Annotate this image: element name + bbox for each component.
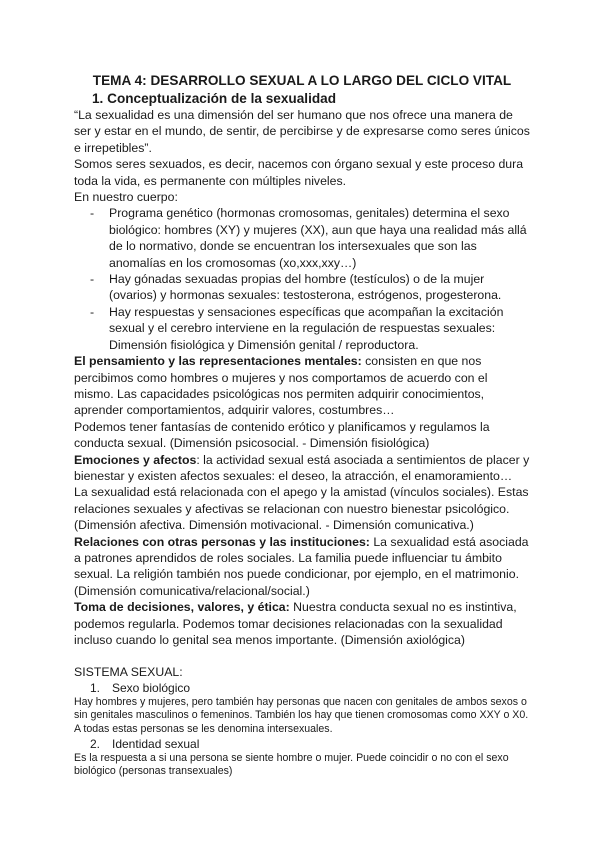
section-title: Conceptualización de la sexualidad [107, 91, 337, 106]
relaciones-bold: Relaciones con otras personas y las instituciones: [74, 534, 370, 549]
item-number: 2. [90, 736, 101, 751]
sistema-item-heading [90, 737, 530, 752]
list-item-text: Hay respuestas y sensaciones específicas que acompañan la excitación sexual y el cerebro interviene en la regulación de respuestas sexuales: Dimensión fisiológica y Dimensión genital / reproductora. [109, 304, 504, 352]
quote-paragraph: “La sexualidad es una dimensión del ser humano que nos ofrece una manera de ser y estar en el mundo, de sentir, de percibirse y de expresarse como seres únicos e irrepetibles”. [74, 108, 530, 155]
item-label: Identidad sexual [112, 736, 200, 751]
toma-bold: Toma de decisiones, valores, y ética: [74, 600, 290, 615]
item-number: 1. [90, 680, 101, 695]
sistema-item-text: Hay hombres y mujeres, pero también hay personas que nacen con genitales de ambos sexos o sin genitales masculinos o femeninos. También los hay que tienen cromosomas como XXY o X0. A todas estas personas se les denomina intersexuales. [74, 695, 529, 735]
list-item-text: Programa genético (hormonas cromosomas, genitales) determina el sexo biológico: hombres (XY) y mujeres (XX), aun que haya una realidad más allá de lo normativo, donde se encuentran los intersexuales que son las anomalías en los cromosomas (xo,xxx,xxy…) [109, 206, 527, 270]
emociones-text: : la actividad sexual está asociada a sentimientos de placer y bienestar y existen afectos sexuales: el deseo, la atracción, el enamoramiento… [74, 452, 530, 483]
seres-sexuados-paragraph: Somos seres sexuados, es decir, nacemos con órgano sexual y este proceso dura toda la vida, es permanente con múltiples niveles. [74, 157, 524, 188]
item-label: Sexo biológico [112, 680, 191, 695]
emociones-bold: Emociones y afectos [74, 452, 197, 467]
fantasias-paragraph: Podemos tener fantasías de contenido erótico y planificamos y regulamos la conducta sexual. (Dimensión psicosocial. - Dimensión fisiológica) [74, 419, 490, 451]
list-item-text: Hay gónadas sexuadas propias del hombre (testículos) o de la mujer (ovarios) y hormonas sexuales: testosterona, estrógenos, progesterona. [109, 272, 502, 303]
list-item [74, 205, 530, 271]
pensamiento-text: consisten en que nos percibimos como hombres o mujeres y nos comportamos de acuerdo con el mismo. Las capacidades psicológicas nos permiten adquirir conocimientos, aprender comportamientos, adquirir valores, costumbres… [74, 354, 488, 418]
section-number: 1. [92, 91, 104, 106]
section-heading [92, 90, 530, 107]
dash-bullet: - [90, 206, 95, 221]
emociones-paragraph [74, 452, 530, 485]
pensamiento-bold: El pensamiento y las representaciones mentales: [74, 354, 362, 369]
cuerpo-intro: En nuestro cuerpo: [74, 190, 178, 205]
body-list [74, 205, 530, 353]
list-item [74, 271, 530, 304]
list-item [74, 304, 530, 353]
toma-paragraph [74, 599, 530, 648]
document-title: TEMA 4: DESARROLLO SEXUAL A LO LARGO DEL CICLO VITAL [92, 73, 512, 88]
toma-text: Nuestra conducta sexual no es instintiva, podemos regularla. Podemos tomar decisiones relacionadas con la sexualidad incluso cuando lo genital sea menos importante. (Dimensión axiológica) [74, 600, 517, 647]
sistema-item-text: Es la respuesta a si una persona se siente hombre o mujer. Puede coincidir o no con el sexo biológico (personas transexuales) [74, 751, 509, 778]
dash-bullet: - [90, 272, 95, 287]
relaciones-text: La sexualidad está asociada a patrones aprendidos de roles sociales. La familia puede influenciar tu ámbito sexual. La religión también nos puede condicionar, por ejemplo, en el matrimonio. (Dimensión comunicativa/relacional/social.) [74, 534, 529, 598]
sistema-heading: SISTEMA SEXUAL: [74, 665, 183, 680]
relaciones-paragraph [74, 534, 530, 600]
pensamiento-paragraph [74, 353, 530, 419]
apego-paragraph: La sexualidad está relacionada con el apego y la amistad (vínculos sociales). Estas relaciones sexuales y afectivas se relacionan con nuestro bienestar psicológico. (Dimensión afectiva. Dimensión motivacional. - Dimensión comunicativa.) [74, 485, 529, 533]
dash-bullet: - [90, 304, 95, 319]
sistema-item-heading [90, 681, 530, 696]
spacer [74, 648, 530, 664]
